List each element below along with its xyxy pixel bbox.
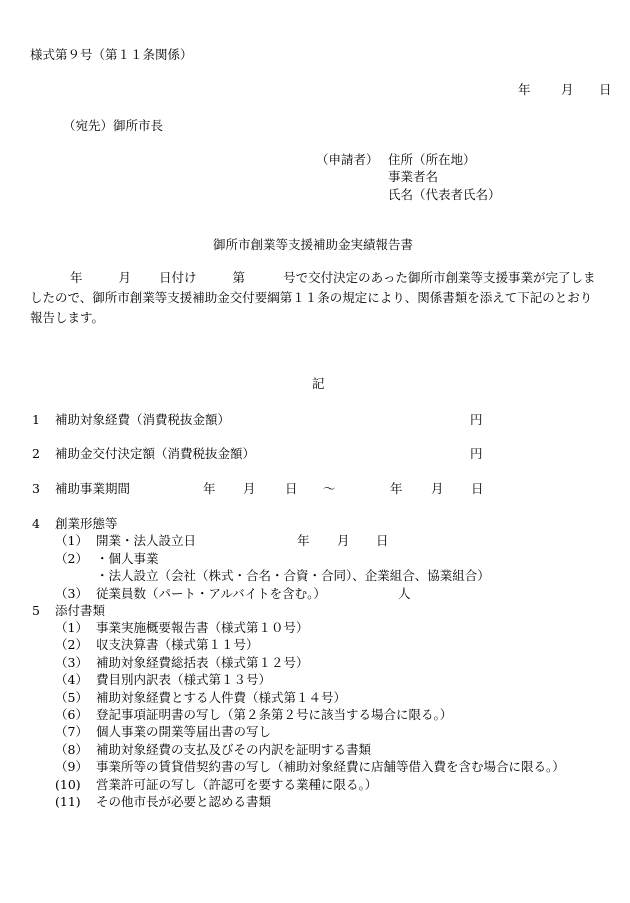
doc-text: その他市長が必要と認める書類	[96, 794, 272, 809]
doc-text: 収支決算書（様式第１１号）	[96, 637, 259, 652]
item-unit: 円	[470, 412, 483, 427]
subitem-number: （2）	[55, 551, 88, 566]
period-end-year: 年	[390, 481, 403, 496]
period-start-month: 月	[243, 481, 256, 496]
doc-number: （7）	[55, 724, 88, 739]
ki-heading: 記	[312, 376, 325, 391]
item-label: 添付書類	[55, 603, 106, 618]
body-rest: 号で交付決定のあった御所市創業等支援事業が完了しましたので、御所市創業等支援補助金交付要綱第１１条の規定により、関係書類を添えて下記のとおり報告します。	[30, 270, 596, 325]
body-paragraph	[30, 268, 602, 328]
item-label: 創業形態等	[55, 516, 118, 531]
doc-text: 補助対象経費とする人件費（様式第１４号）	[96, 690, 347, 705]
body-dai: 第	[232, 270, 246, 285]
applicant-address: 住所（所在地）	[388, 152, 476, 167]
doc-number: （3）	[55, 655, 88, 670]
subitem-unit: 人	[398, 586, 411, 601]
doc-number: (10)	[55, 777, 81, 792]
item-label: 補助対象経費（消費税抜金額）	[55, 412, 231, 427]
doc-number: （9）	[55, 759, 88, 774]
date-day: 日	[599, 82, 612, 97]
option-sole-proprietor: ・個人事業	[96, 551, 159, 566]
subitem-label: 従業員数（パート・アルバイトを含む。）	[96, 586, 326, 601]
item-label: 補助金交付決定額（消費税抜金額）	[55, 446, 256, 461]
period-tilde: ～	[323, 481, 336, 496]
applicant-name: 氏名（代表者氏名）	[388, 187, 501, 202]
doc-number: （8）	[55, 742, 88, 757]
form-number: 様式第９号（第１１条関係）	[30, 47, 193, 62]
body-day-dated: 日付け	[159, 270, 197, 285]
doc-number: （1）	[55, 620, 88, 635]
period-end-day: 日	[471, 481, 484, 496]
doc-number: （2）	[55, 637, 88, 652]
item-number: 5	[32, 603, 40, 618]
founding-month: 月	[337, 533, 350, 548]
item-number: 3	[32, 481, 40, 496]
applicant-business-name: 事業者名	[388, 169, 439, 184]
item-number: 4	[32, 516, 40, 531]
subitem-number: （1）	[55, 533, 88, 548]
doc-number: (11)	[55, 794, 81, 809]
doc-text: 登記事項証明書の写し（第２条第２号に該当する場合に限る。）	[96, 707, 453, 722]
doc-text: 補助対象経費総括表（様式第１２号）	[96, 655, 309, 670]
doc-text: 費目別内訳表（様式第１３号）	[96, 672, 272, 687]
addressee: （宛先）御所市長	[63, 118, 164, 133]
date-year: 年	[518, 82, 531, 97]
doc-number: （5）	[55, 690, 88, 705]
subitem-label: 開業・法人設立日	[96, 533, 197, 548]
doc-text: 補助対象経費の支払及びその内訳を証明する書類	[96, 742, 372, 757]
doc-text: 個人事業の開業等届出書の写し	[96, 724, 272, 739]
doc-number: （4）	[55, 672, 88, 687]
subitem-number: （3）	[55, 586, 88, 601]
body-month: 月	[118, 270, 132, 285]
doc-text: 事業実施概要報告書（様式第１０号）	[96, 620, 309, 635]
option-incorporation: ・法人設立（会社（株式・合名・合資・合同）、企業組合、協業組合）	[96, 568, 490, 583]
doc-text: 営業許可証の写し（許認可を要する業種に限る。）	[96, 777, 378, 792]
doc-text: 事業所等の賃貸借契約書の写し（補助対象経費に店舗等借入費を含む場合に限る。）	[96, 759, 565, 774]
item-label: 補助事業期間	[55, 481, 131, 496]
doc-number: （6）	[55, 707, 88, 722]
item-unit: 円	[470, 446, 483, 461]
item-number: 1	[32, 412, 40, 427]
founding-day: 日	[376, 533, 389, 548]
date-month: 月	[561, 82, 574, 97]
applicant-label: （申請者）	[316, 152, 379, 167]
period-end-month: 月	[431, 481, 444, 496]
document-title: 御所市創業等支援補助金実績報告書	[213, 237, 414, 252]
body-year: 年	[70, 270, 83, 285]
item-number: 2	[32, 446, 40, 461]
founding-year: 年	[297, 533, 310, 548]
period-start-year: 年	[203, 481, 216, 496]
period-start-day: 日	[285, 481, 298, 496]
